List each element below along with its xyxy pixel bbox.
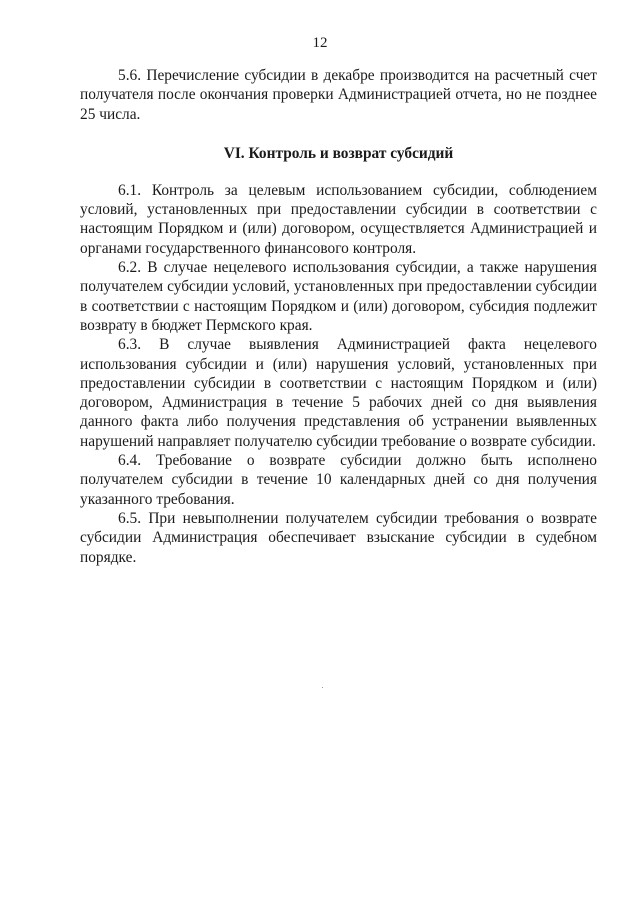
paragraph-6-1: 6.1. Контроль за целевым использованием субсидии, соблюдением условий, установленных при предоставлении субсидии в соответствии с настоящим Порядком и (или) договором, осуществляется Администрацией и органами государственного финансового контроля. (80, 181, 597, 257)
section-heading-6: VI. Контроль и возврат субсидий (223, 144, 454, 162)
paragraph-5-6: 5.6. Перечисление субсидии в декабре производится на расчетный счет получателя после окончания проверки Администрацией отчета, но не позднее 25 числа. (80, 67, 597, 123)
paragraph-6-3: 6.3. В случае выявления Администрацией факта нецелевого использования субсидии и (или) нарушения условий, установленных при предоставлении субсидии в соответствии с настоящим Порядком и (или) договором, Администрация в течение 5 рабочих дней со дня выявления данного факта либо получения представления об устранении выявленных нарушений направляет получателю субсидии требование о возврате субсидии. (80, 336, 597, 450)
document-body (80, 66, 597, 567)
paragraph-6-2: 6.2. В случае нецелевого использования субсидии, а также нарушения получателем субсидии условий, установленных при предоставлении субсидии в соответствии с настоящим Порядком и (или) договором, субсидия подлежит возврату в бюджет Пермского края. (80, 259, 597, 334)
paragraph-6-5: 6.5. При невыполнении получателем субсидии требования о возврате субсидии Администрация обеспечивает взыскание субсидии в судебном порядке. (80, 509, 597, 566)
page-number: 12 (312, 35, 328, 51)
scan-speck (322, 687, 323, 688)
paragraph-6-4: 6.4. Требование о возврате субсидии должно быть исполнено получателем субсидии в течение 10 календарных дней со дня получения указанного требования. (80, 452, 597, 508)
